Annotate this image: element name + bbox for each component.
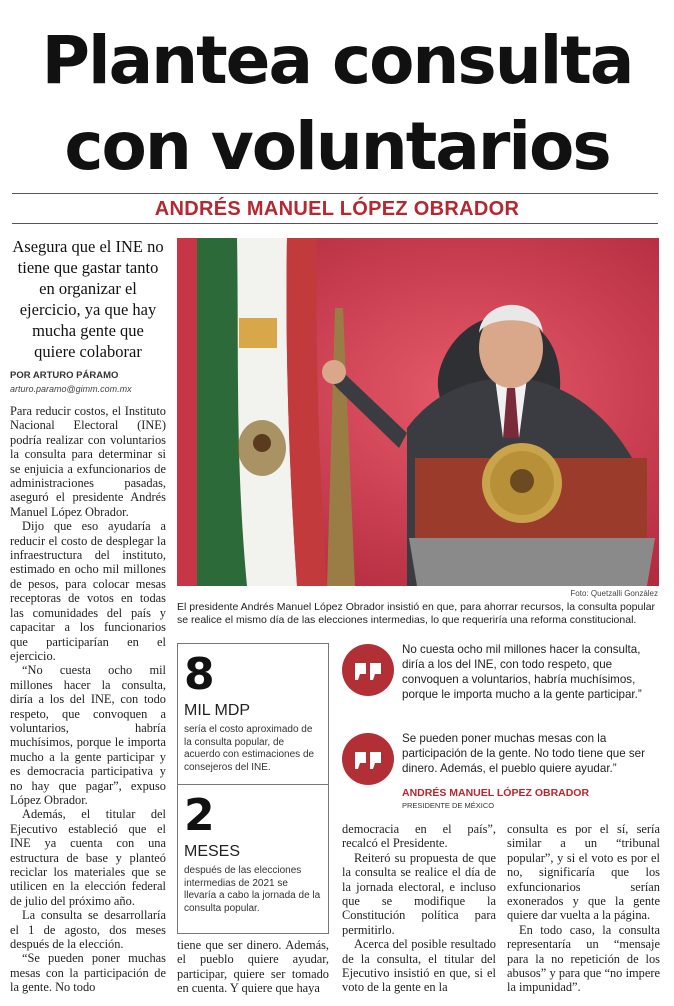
quote-icon <box>342 733 394 785</box>
quote-icon <box>342 644 394 696</box>
stat-number: 8 <box>184 649 215 700</box>
paragraph: Dijo que eso ayudaría a reducir el costo de desplegar la infraestructura del instituto, estimado en ocho mil millones de pesos, para colocar mesas receptoras de votos en todas las comunidades del país y capacitar a los funcionarios que participarían en el ejercicio. <box>10 519 166 663</box>
photo-illustration <box>177 238 659 586</box>
stat-unit: MIL MDP <box>184 702 251 719</box>
stat-footer-text <box>177 938 329 996</box>
headline-line-2: con voluntarios <box>64 108 610 185</box>
photo-credit: Foto: Quetzalli González <box>570 589 658 598</box>
photo-president <box>177 238 659 586</box>
paragraph: Además, el titular del Ejecutivo estableció que el INE ya cuenta con una estructura de base y planteó reciclar los materiales que se utilicen en la elección federal de julio del próximo año. <box>10 807 166 908</box>
kicker-top-rule <box>12 193 658 194</box>
kicker: ANDRÉS MANUEL LÓPEZ OBRADOR <box>154 198 520 220</box>
quote-role: PRESIDENTE DE MÉXICO <box>402 801 495 810</box>
byline-email[interactable]: arturo.paramo@gimm.com.mx <box>10 384 132 394</box>
quote-marks-icon <box>342 733 394 785</box>
paragraph: Acerca del posible resultado de la consulta, el titular del Ejecutivo insistió en que, si el voto de la gente en la <box>342 937 496 995</box>
article-column-3 <box>342 822 496 995</box>
quote-text: Se pueden poner muchas mesas con la participación de la gente. No todo tiene que ser dinero. Además, el pueblo quiere ayudar.” <box>402 732 645 775</box>
quote-text: No cuesta ocho mil millones hacer la consulta, diría a los del INE, con todo respeto, que convoquen a voluntarios, habría muchísimos, porque le importa mucho a la gente participar.” <box>402 643 642 701</box>
paragraph: “Se pueden poner muchas mesas con la participación de la gente. No todo <box>10 951 166 995</box>
kicker-bottom-rule <box>12 223 658 224</box>
summary: Asegura que el INE no tiene que gastar tanto en organizar el ejercicio, ya que hay mucha gente que quiere colaborar <box>12 237 164 361</box>
article-column-1 <box>10 404 166 995</box>
stat-unit: MESES <box>184 843 241 860</box>
paragraph: Reiteró su propuesta de que la consulta se realice el día de la jornada electoral, e incluso que se modifique la Constitución política para permitirlo. <box>342 850 496 937</box>
byline-author: POR ARTURO PÁRAMO <box>10 370 119 381</box>
quote-attribution: ANDRÉS MANUEL LÓPEZ OBRADOR <box>402 787 590 799</box>
paragraph: tiene que ser dinero. Además, el pueblo quiere ayudar, participar, quiere ser tomado en cuenta. Y quiere que haya <box>177 938 329 996</box>
stat-description: después de las elecciones intermedias de 2021 se llevaría a cabo la jornada de la consulta popular. <box>184 865 321 914</box>
paragraph: democracia en el país”, recalcó el Presidente. <box>342 822 496 851</box>
paragraph: En todo caso, la consulta representaría un “mensaje para la no repetición de los abusos” y para que “no impere la impunidad”. <box>507 922 660 995</box>
quote-marks-icon <box>342 644 394 696</box>
photo-caption: El presidente Andrés Manuel López Obrador insistió en que, para ahorrar recursos, la consulta popular se realice el mismo día de las elecciones intermedias, lo que requeriría una reforma constitucional. <box>177 601 656 626</box>
article-column-4 <box>507 822 660 995</box>
paragraph: La consulta se desarrollaría el 1 de agosto, dos meses después de la elección. <box>10 908 166 952</box>
stat-description: sería el costo aproximado de la consulta popular, de acuerdo con estimaciones de consejeros del INE. <box>184 724 315 773</box>
stat-number: 2 <box>184 790 215 841</box>
paragraph: Para reducir costos, el Instituto Nacional Electoral (INE) podría realizar con voluntarios la consulta para determinar si se enjuicia a exfuncionarios de administraciones pasadas, aseguró el presidente Andrés Manuel López Obrador. <box>10 404 166 519</box>
stat-box-months <box>177 784 329 934</box>
paragraph: “No cuesta ocho mil millones hacer la consulta, diría a los del INE, con todo respeto, que convoquen a voluntarios, habría muchísimos, porque le importa mucho a la gente participar y es democracia participativa y no hay que pagar”, expuso López Obrador. <box>10 663 166 807</box>
paragraph: consulta es por el sí, sería similar a un “tribunal popular”, y si el voto es por el no, significaría que los exfuncionarios serían exonerados y que la gente quiere dar vuelta a la página. <box>507 822 660 923</box>
headline-line-1: Plantea consulta <box>41 22 633 99</box>
stat-box-cost <box>177 643 329 786</box>
